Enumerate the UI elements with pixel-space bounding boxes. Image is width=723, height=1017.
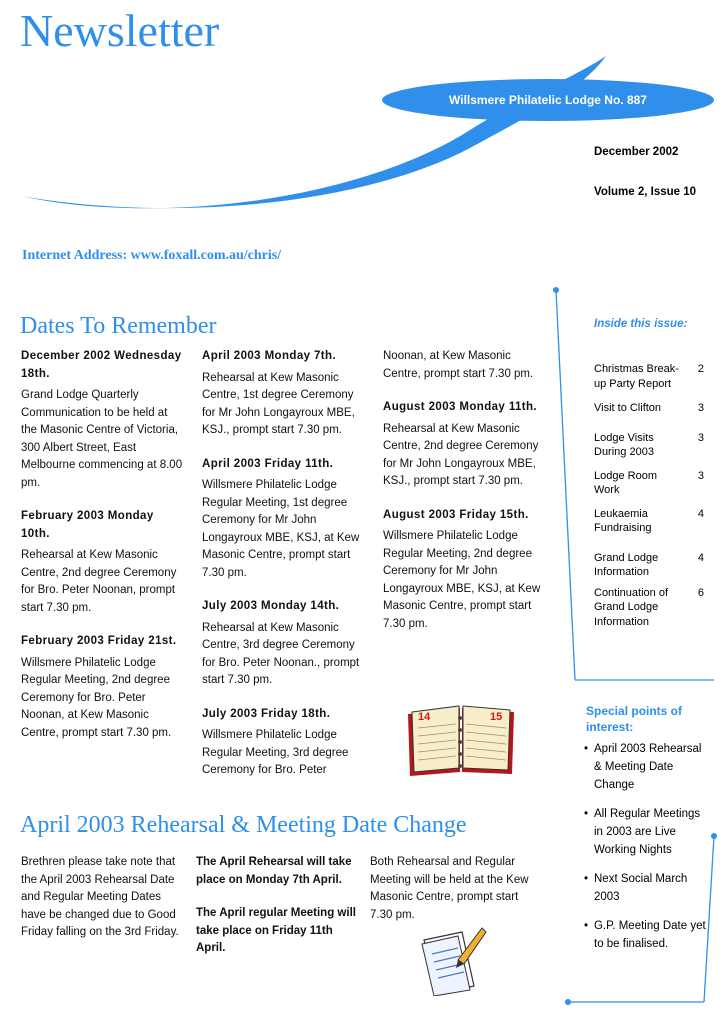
toc-page: 3 (697, 431, 704, 444)
calendar-right-page: 15 (490, 711, 503, 723)
toc-title: Leukaemia Fundraising (594, 507, 652, 534)
date-heading: February 2003 Friday 21st. (21, 635, 177, 647)
toc-page: 2 (697, 363, 704, 375)
special-point: • All Regular Meetings in 2003 are Live Working Nights (584, 805, 712, 859)
toc-page: 4 (697, 551, 704, 564)
newsletter-title: Newsletter (20, 5, 220, 56)
date-body: Rehearsal at Kew Masonic Centre, 2nd degree Ceremony for Bro. Peter Noonan, prompt start 7.30 pm. (21, 549, 177, 614)
change-rehearsal: The April Rehearsal will take place on Monday 7th April. (196, 856, 352, 886)
date-body: Grand Lodge Quarterly Communication to be held at the Masonic Centre of Victoria, 300 Albert Street, East Melbourne commencing at 8.00 pm. (21, 389, 183, 489)
table-of-contents (594, 362, 704, 629)
date-heading: December 2002 Wednesday 18th. (21, 350, 182, 380)
change-section-title: April 2003 Rehearsal & Meeting Date Change (20, 812, 467, 838)
date-heading: July 2003 Friday 18th. (202, 707, 331, 720)
date-heading: August 2003 Monday 11th. (383, 401, 538, 413)
toc-title: Lodge Room Work (594, 469, 657, 496)
date-body: Rehearsal at Kew Masonic Centre, 1st degree Ceremony for Mr John Longayroux MBE, KSJ., prompt start 7.30 pm. (202, 371, 355, 436)
calendar-left-page: 14 (418, 711, 431, 723)
change-meeting: The April regular Meeting will take place on Friday 11th April. (196, 907, 356, 954)
inside-issue-title: Inside this issue: (594, 318, 688, 330)
special-points-list (584, 740, 712, 964)
special-point: • G.P. Meeting Date yet to be finalised. (584, 917, 712, 953)
date-body: Willsmere Philatelic Lodge Regular Meeting, 2nd degree Ceremony for Bro. Peter Noonan, at Kew Masonic Centre, prompt start 7.30 pm. (21, 656, 172, 739)
internet-address: Internet Address: www.foxall.com.au/chris/ (22, 248, 282, 263)
change-notice: Brethren please take note that the April 2003 Rehearsal Date and Regular Meeting Dates have be changed due to Good Friday falling on the 3rd Friday. (21, 856, 179, 938)
toc-item[interactable] (594, 551, 704, 580)
toc-title: Lodge Visits During 2003 (594, 431, 654, 458)
special-points-title: Special points of interest: (586, 704, 683, 734)
special-point: • April 2003 Rehearsal & Meeting Date Change (584, 740, 712, 794)
date-body: Noonan, at Kew Masonic Centre, prompt start 7.30 pm. (383, 350, 534, 380)
date-body: Rehearsal at Kew Masonic Centre, 3rd degree Ceremony for Bro. Peter Noonan., prompt start 7.30 pm. (202, 621, 360, 686)
date-heading: August 2003 Friday 15th. (383, 508, 529, 521)
toc-title: Visit to Clifton (594, 402, 662, 414)
toc-page: 4 (697, 507, 704, 520)
date-heading: February 2003 Monday 10th. (21, 510, 154, 540)
toc-item[interactable] (594, 431, 704, 460)
date-heading: April 2003 Monday 7th. (202, 350, 337, 362)
date-body: Willsmere Philatelic Lodge Regular Meeting, 1st degree Ceremony for Mr John Longayroux MBE, KSJ, at Kew Masonic Centre, prompt start 7.30 pm. (202, 479, 360, 579)
toc-title: Christmas Break-up Party Report (594, 363, 679, 390)
toc-title: Continuation of Grand Lodge Information (594, 586, 668, 628)
toc-page: 3 (697, 402, 704, 414)
lodge-name: Willsmere Philatelic Lodge No. 887 (449, 93, 647, 107)
date-heading: July 2003 Monday 14th. (202, 600, 340, 612)
toc-item[interactable] (594, 362, 704, 391)
date-body: Rehearsal at Kew Masonic Centre, 2nd degree Ceremony for Mr John Longayroux MBE, KSJ., prompt start 7.30 pm. (383, 422, 539, 487)
issue-date: December 2002 (594, 146, 679, 158)
toc-page: 3 (697, 469, 704, 482)
toc-item[interactable] (594, 469, 704, 498)
toc-item[interactable] (594, 401, 704, 416)
issue-volume: Volume 2, Issue 10 (594, 186, 697, 198)
date-body: Willsmere Philatelic Lodge Regular Meeting, 3rd degree Ceremony for Bro. Peter (202, 729, 349, 776)
date-heading: April 2003 Friday 11th. (202, 457, 334, 470)
toc-page: 6 (697, 586, 704, 599)
change-venue: Both Rehearsal and Regular Meeting will be held at the Kew Masonic Centre, prompt start 7.30 pm. (370, 856, 529, 921)
dates-section-title: Dates To Remember (20, 313, 217, 339)
special-point: • Next Social March 2003 (584, 870, 712, 906)
date-body: Willsmere Philatelic Lodge Regular Meeting, 2nd degree Ceremony for Mr John Longayroux MBE, KSJ, at Kew Masonic Centre, prompt start 7.30 pm. (383, 530, 541, 630)
toc-item[interactable] (594, 586, 704, 630)
toc-title: Grand Lodge Information (594, 551, 659, 578)
toc-item[interactable] (594, 507, 704, 536)
